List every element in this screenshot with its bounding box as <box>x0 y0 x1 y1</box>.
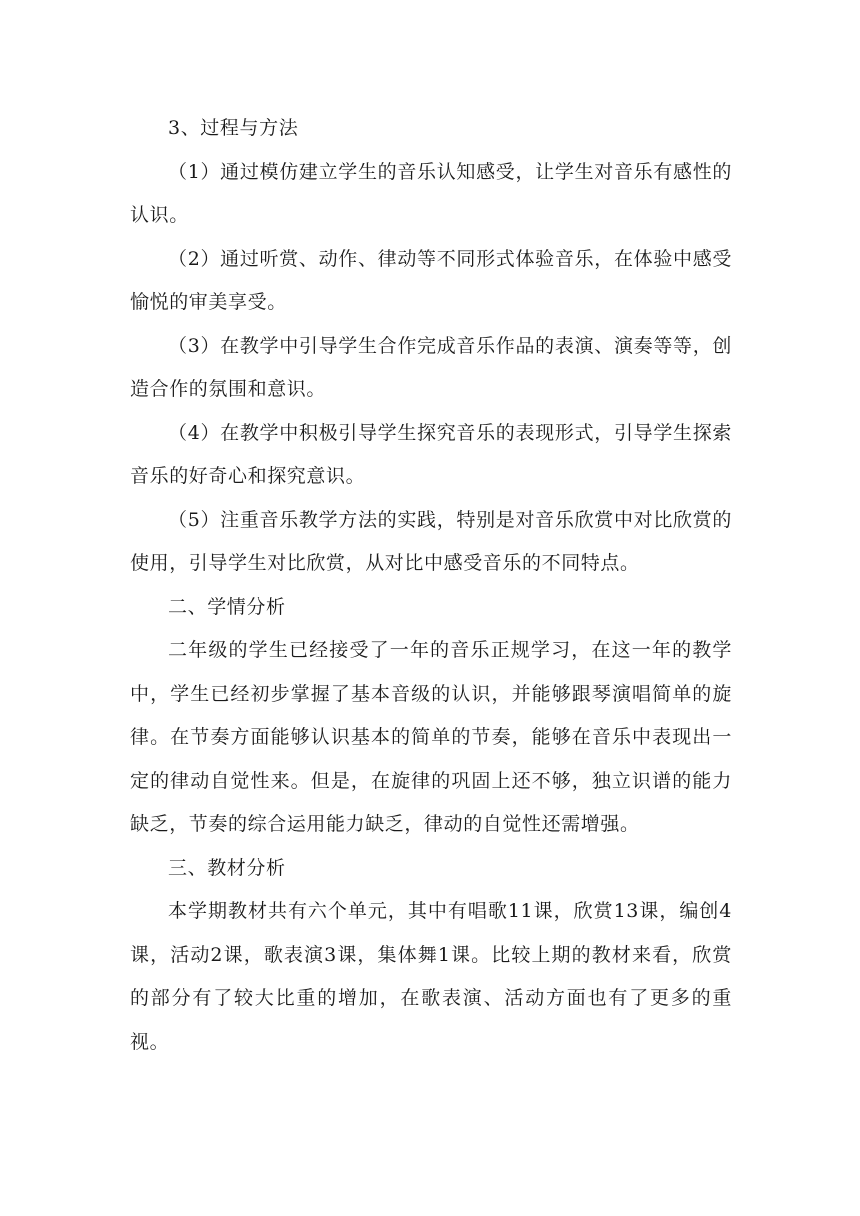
textbook-analysis-paragraph: 本学期教材共有六个单元，其中有唱歌11课，欣赏13课，编创4课，活动2课，歌表演3课，集体舞1课。比较上期的教材来看，欣赏的部分有了较大比重的增加，在歌表演、活动方面也有了更多的重视。 <box>130 900 732 1053</box>
process-item-2: （2）通过听赏、动作、律动等不同形式体验音乐，在体验中感受愉悦的审美享受。 <box>130 247 732 313</box>
process-item-3: （3）在教学中引导学生合作完成音乐作品的表演、演奏等等，创造合作的氛围和意识。 <box>130 334 732 400</box>
process-item-5: （5）注重音乐教学方法的实践，特别是对音乐欣赏中对比欣赏的使用，引导学生对比欣赏，从对比中感受音乐的不同特点。 <box>130 508 732 574</box>
section-heading-textbook: 三、教材分析 <box>168 856 286 879</box>
process-item-1: （1）通过模仿建立学生的音乐认知感受，让学生对音乐有感性的认识。 <box>130 160 732 226</box>
students-analysis-paragraph: 二年级的学生已经接受了一年的音乐正规学习，在这一年的教学中，学生已经初步掌握了基本音级的认识，并能够跟琴演唱简单的旋律。在节奏方面能够认识基本的简单的节奏，能够在音乐中表现出一定的律动自觉性来。但是，在旋律的巩固上还不够，独立识谱的能力缺乏，节奏的综合运用能力缺乏，律动的自觉性还需增强。 <box>130 639 732 835</box>
process-item-4: （4）在教学中积极引导学生探究音乐的表现形式，引导学生探索音乐的好奇心和探究意识。 <box>130 421 732 487</box>
section-heading-students: 二、学情分析 <box>168 595 286 618</box>
document-page <box>130 107 732 1064</box>
section-heading-process: 3、过程与方法 <box>168 117 299 139</box>
